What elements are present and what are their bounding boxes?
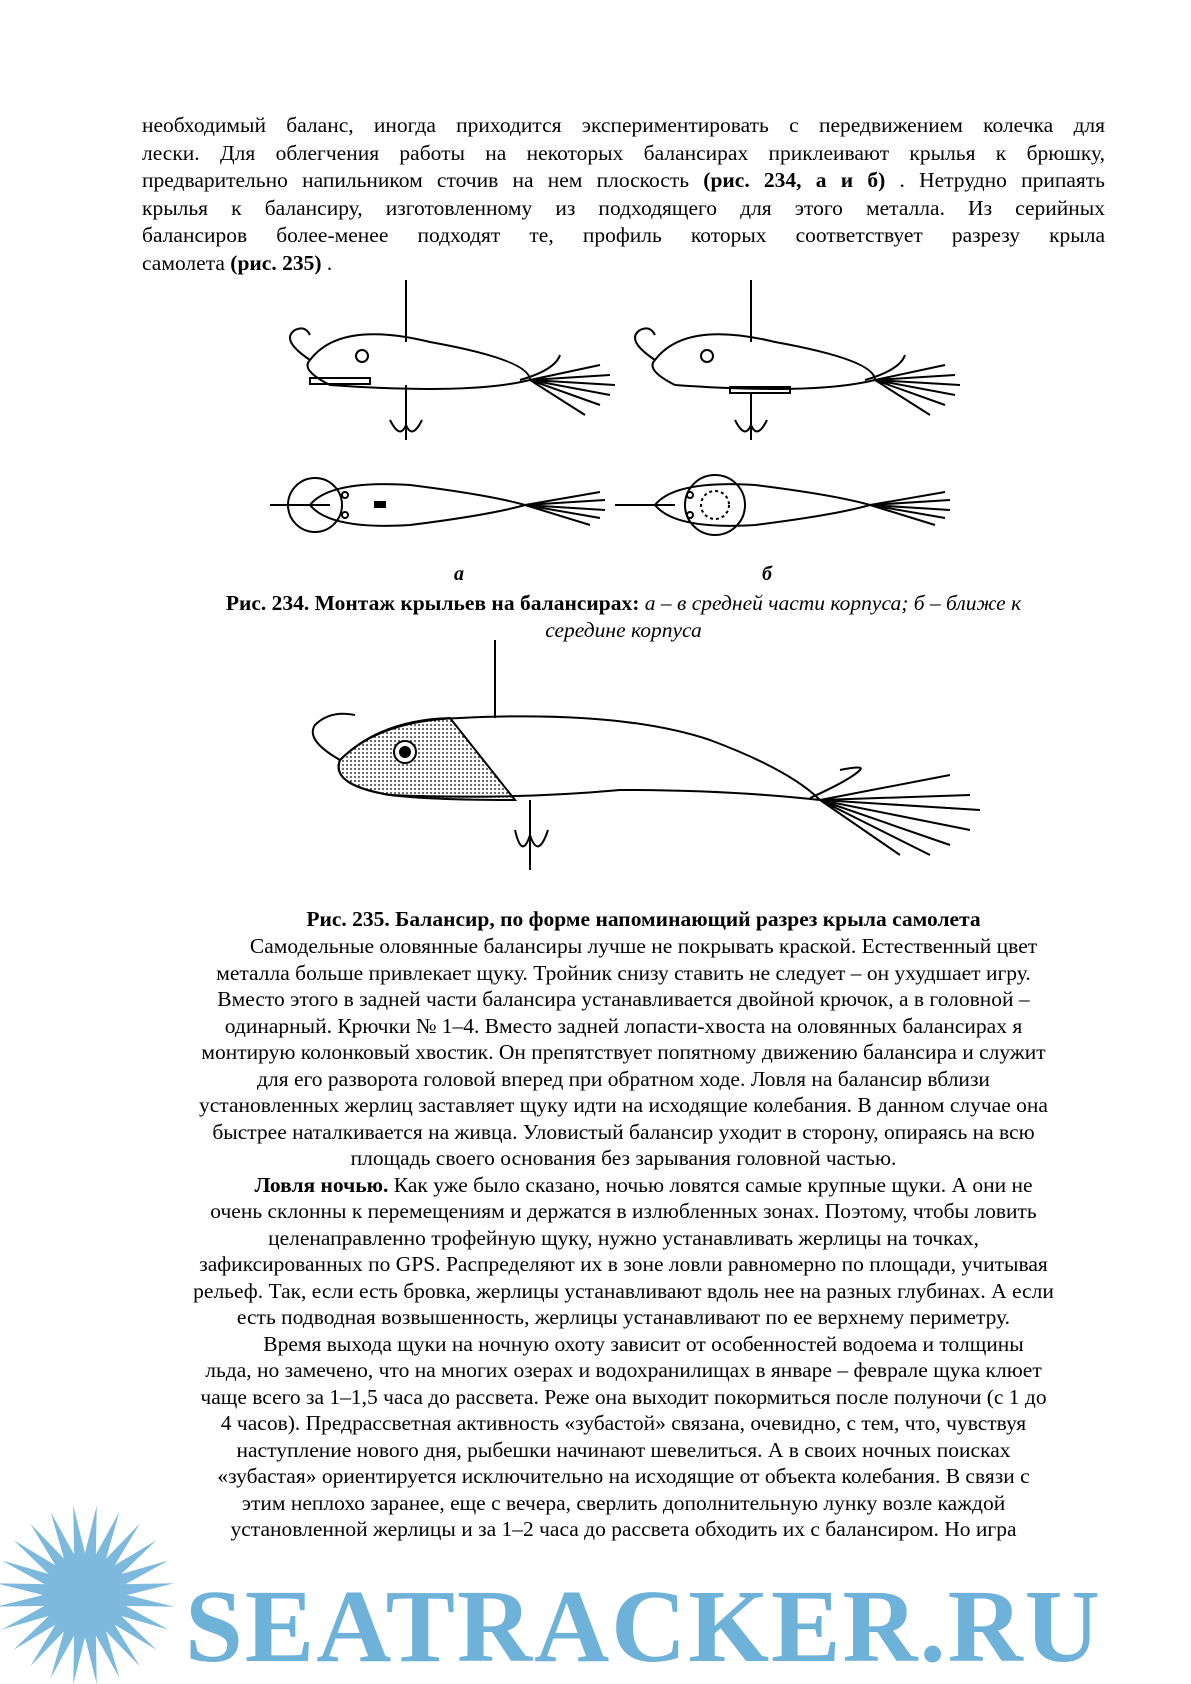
- text-line: установленной жерлицы и за 1–2 часа до рассвета обходить их с балансиром. Но игра: [230, 1517, 1017, 1541]
- figure-reference: (рис. 234, а и б): [703, 168, 886, 193]
- body-paragraph: [142, 933, 1105, 1543]
- figure-234-label-a: а: [454, 563, 464, 585]
- figure-234-caption: Рис. 234. Монтаж крыльев на балансирах: а – в средней части корпуса; б – ближе к середине корпуса: [225, 591, 1022, 642]
- text-line: крылья к балансиру, изготовленному из подходящего для этого металла. Из серийных: [142, 195, 1105, 220]
- figure-234-illustration: [270, 280, 1030, 580]
- lure-side-view-b: [635, 280, 960, 440]
- text-line: «зубастая» ориентируется исключительно на исходящие от объекта колебания. В связи с: [217, 1464, 1030, 1488]
- figure-235-illustration: [290, 640, 1020, 900]
- text-line: металла больше привлекает щуку. Тройник снизу ставить не следует – он ухудшает игру.: [216, 960, 1031, 985]
- text-line: 4 часов). Предрассветная активность «зубастой» связана, очевидно, с тем, что, чувствуя: [220, 1411, 1027, 1435]
- text-line: зафиксированных по GPS. Распределяют их в зоне ловли равномерно по площади, учитывая: [199, 1252, 1048, 1276]
- section-heading: Ловля ночью.: [254, 1172, 389, 1197]
- text-line: установленных жерлиц заставляет щуку идти на исходящие колебания. В данном случае она: [199, 1093, 1048, 1117]
- text-line: быстрее наталкивается на живца. Уловистый балансир уходит в сторону, опираясь на всю: [212, 1119, 1035, 1144]
- text-line: целенаправленно трофейную щуку, нужно устанавливать жерлицы на точках,: [268, 1225, 979, 1250]
- text-line: для его разворота головой вперед при обратном ходе. Ловля на балансир вблизи: [257, 1066, 990, 1091]
- text-line: льда, но замечено, что на многих озерах и водохранилищах в январе – феврале щука клюет: [205, 1358, 1042, 1382]
- text-line: Ловля ночью. Как уже было сказано, ночью ловятся самые крупные щуки. А они не: [254, 1172, 1033, 1197]
- watermark-text: SEATRACKER.RU: [185, 1569, 1102, 1684]
- text-line: есть подводная возвышенность, жерлицы устанавливают по ее верхнему периметру.: [236, 1305, 1011, 1329]
- text-line: монтирую колонковый хвостик. Он препятствует попятному движению балансира и служит: [201, 1040, 1046, 1064]
- lure-side-view-a: [290, 280, 615, 440]
- text-line: рельеф. Так, если есть бровка, жерлицы устанавливают вдоль нее на разных глубинах. А если: [193, 1278, 1054, 1303]
- figure-235-caption: Рис. 235. Балансир, по форме напоминающий разрез крыла самолета: [306, 907, 981, 931]
- intro-paragraph: [142, 112, 1105, 278]
- text-line: наступление нового дня, рыбешки начинают шевелиться. А в своих ночных поисках: [236, 1437, 1011, 1462]
- text-line: очень склонны к перемещениям и держатся в излюбленных зонах. Поэтому, чтобы ловить: [210, 1199, 1037, 1223]
- text-line: одинарный. Крючки № 1–4. Вместо задней лопасти-хвоста на оловянных балансирах я: [224, 1013, 1023, 1038]
- text-line: Самодельные оловянные балансиры лучше не покрывать краской. Естественный цвет: [249, 934, 1038, 958]
- figure-reference: (рис. 235): [230, 250, 322, 275]
- figure-234-label-b: б: [762, 563, 772, 585]
- text-line: самолета (рис. 235) .: [142, 250, 333, 275]
- text-line: площадь своего основания без зарывания головной частью.: [350, 1146, 897, 1170]
- text-line: Время выхода щуки на ночную охоту зависит от особенностей водоема и толщины: [263, 1331, 1024, 1356]
- text-line: этим неплохо заранее, еще с вечера, сверлить дополнительную лунку возле каждой: [241, 1490, 1006, 1515]
- text-line: лески. Для облегчения работы на некоторых балансирах приклеивают крылья к брюшку,: [142, 140, 1105, 165]
- lure-top-view-a: [270, 478, 605, 532]
- text-line: предварительно напильником сточив на нем плоскость (рис. 234, а и б) . Нетрудно припаять: [142, 168, 1105, 193]
- text-line: необходимый баланс, иногда приходится экспериментировать с передвижением колечка для: [142, 113, 1105, 137]
- lure-top-view-b: [615, 475, 950, 535]
- text-line: Вместо этого в задней части балансира устанавливается двойной крючок, а в головной –: [217, 987, 1030, 1011]
- text-line: чаще всего за 1–1,5 часа до рассвета. Реже она выходит покормиться после полуночи (с 1 до: [200, 1384, 1047, 1409]
- text-line: балансиров более-менее подходят те, профиль которых соответствует разрезу крыла: [142, 223, 1105, 248]
